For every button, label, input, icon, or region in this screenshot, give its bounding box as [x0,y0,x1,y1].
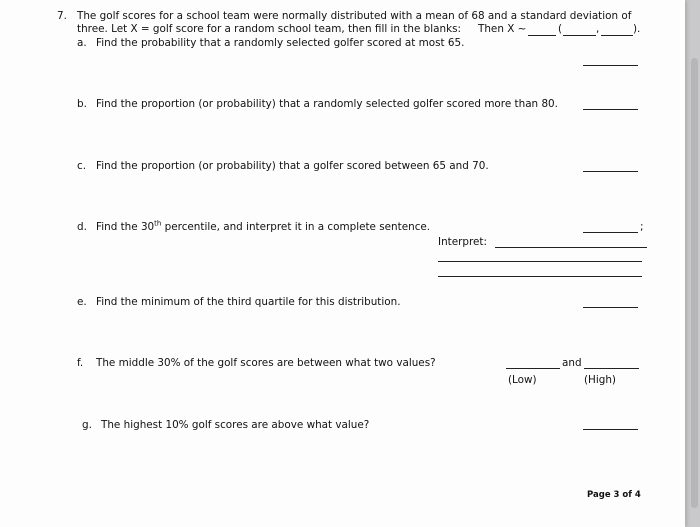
scrollbar[interactable] [691,58,698,508]
part-d-text-before: Find the 30 [96,221,155,233]
part-a-text: Find the probability that a randomly selected golfer scored at most 65. [96,37,465,49]
part-d-text [96,221,430,234]
part-d-text-after: percentile, and interpret it in a complete sentence. [161,221,431,233]
interpret-line-3[interactable] [438,276,642,277]
part-e-letter: e. [77,296,87,308]
paren-close: ). [633,23,641,35]
part-g-letter: g. [82,419,92,431]
distribution-blank[interactable] [528,35,556,36]
part-f-text: The middle 30% of the golf scores are between what two values? [96,357,436,369]
question-intro-line1: The golf scores for a school team were normally distributed with a mean of 68 and a standard deviation of [77,10,632,22]
part-c-letter: c. [77,160,87,172]
part-c-answer-blank[interactable] [583,171,638,172]
part-b-text: Find the proportion (or probability) that a randomly selected golfer scored more than 80. [96,98,558,110]
part-a-letter: a. [77,37,87,49]
interpret-line-1[interactable] [495,247,647,248]
part-f-low-label: (Low) [508,374,537,386]
question-number: 7. [57,10,67,22]
part-b-letter: b. [77,98,87,110]
part-f-letter: f. [77,357,84,369]
part-d-colon: ; [640,221,644,233]
part-d-answer-blank[interactable] [583,232,638,233]
part-e-text: Find the minimum of the third quartile for this distribution. [96,296,401,308]
page-number: Page 3 of 4 [587,490,641,500]
part-f-low-blank[interactable] [506,368,560,369]
part-e-answer-blank[interactable] [583,307,638,308]
interpret-line-2[interactable] [438,261,642,262]
sd-blank[interactable] [601,35,633,36]
part-d-superscript: th [154,219,162,228]
part-f-high-blank[interactable] [584,368,639,369]
interpret-label: Interpret: [438,236,487,248]
part-f-and: and [562,357,582,369]
part-a-answer-blank[interactable] [583,65,638,66]
comma: , [596,23,600,35]
part-f-high-label: (High) [584,374,616,386]
part-b-answer-blank[interactable] [583,109,638,110]
part-g-text: The highest 10% golf scores are above what value? [101,419,370,431]
then-x-label: Then X ~ [478,23,527,35]
question-intro-line2: three. Let X = golf score for a random school team, then fill in the blanks: [77,23,462,35]
part-c-text: Find the proportion (or probability) that a golfer scored between 65 and 70. [96,160,489,172]
paren-open: ( [558,23,563,35]
part-g-answer-blank[interactable] [583,429,638,430]
mean-blank[interactable] [563,35,596,36]
part-d-letter: d. [77,221,87,233]
